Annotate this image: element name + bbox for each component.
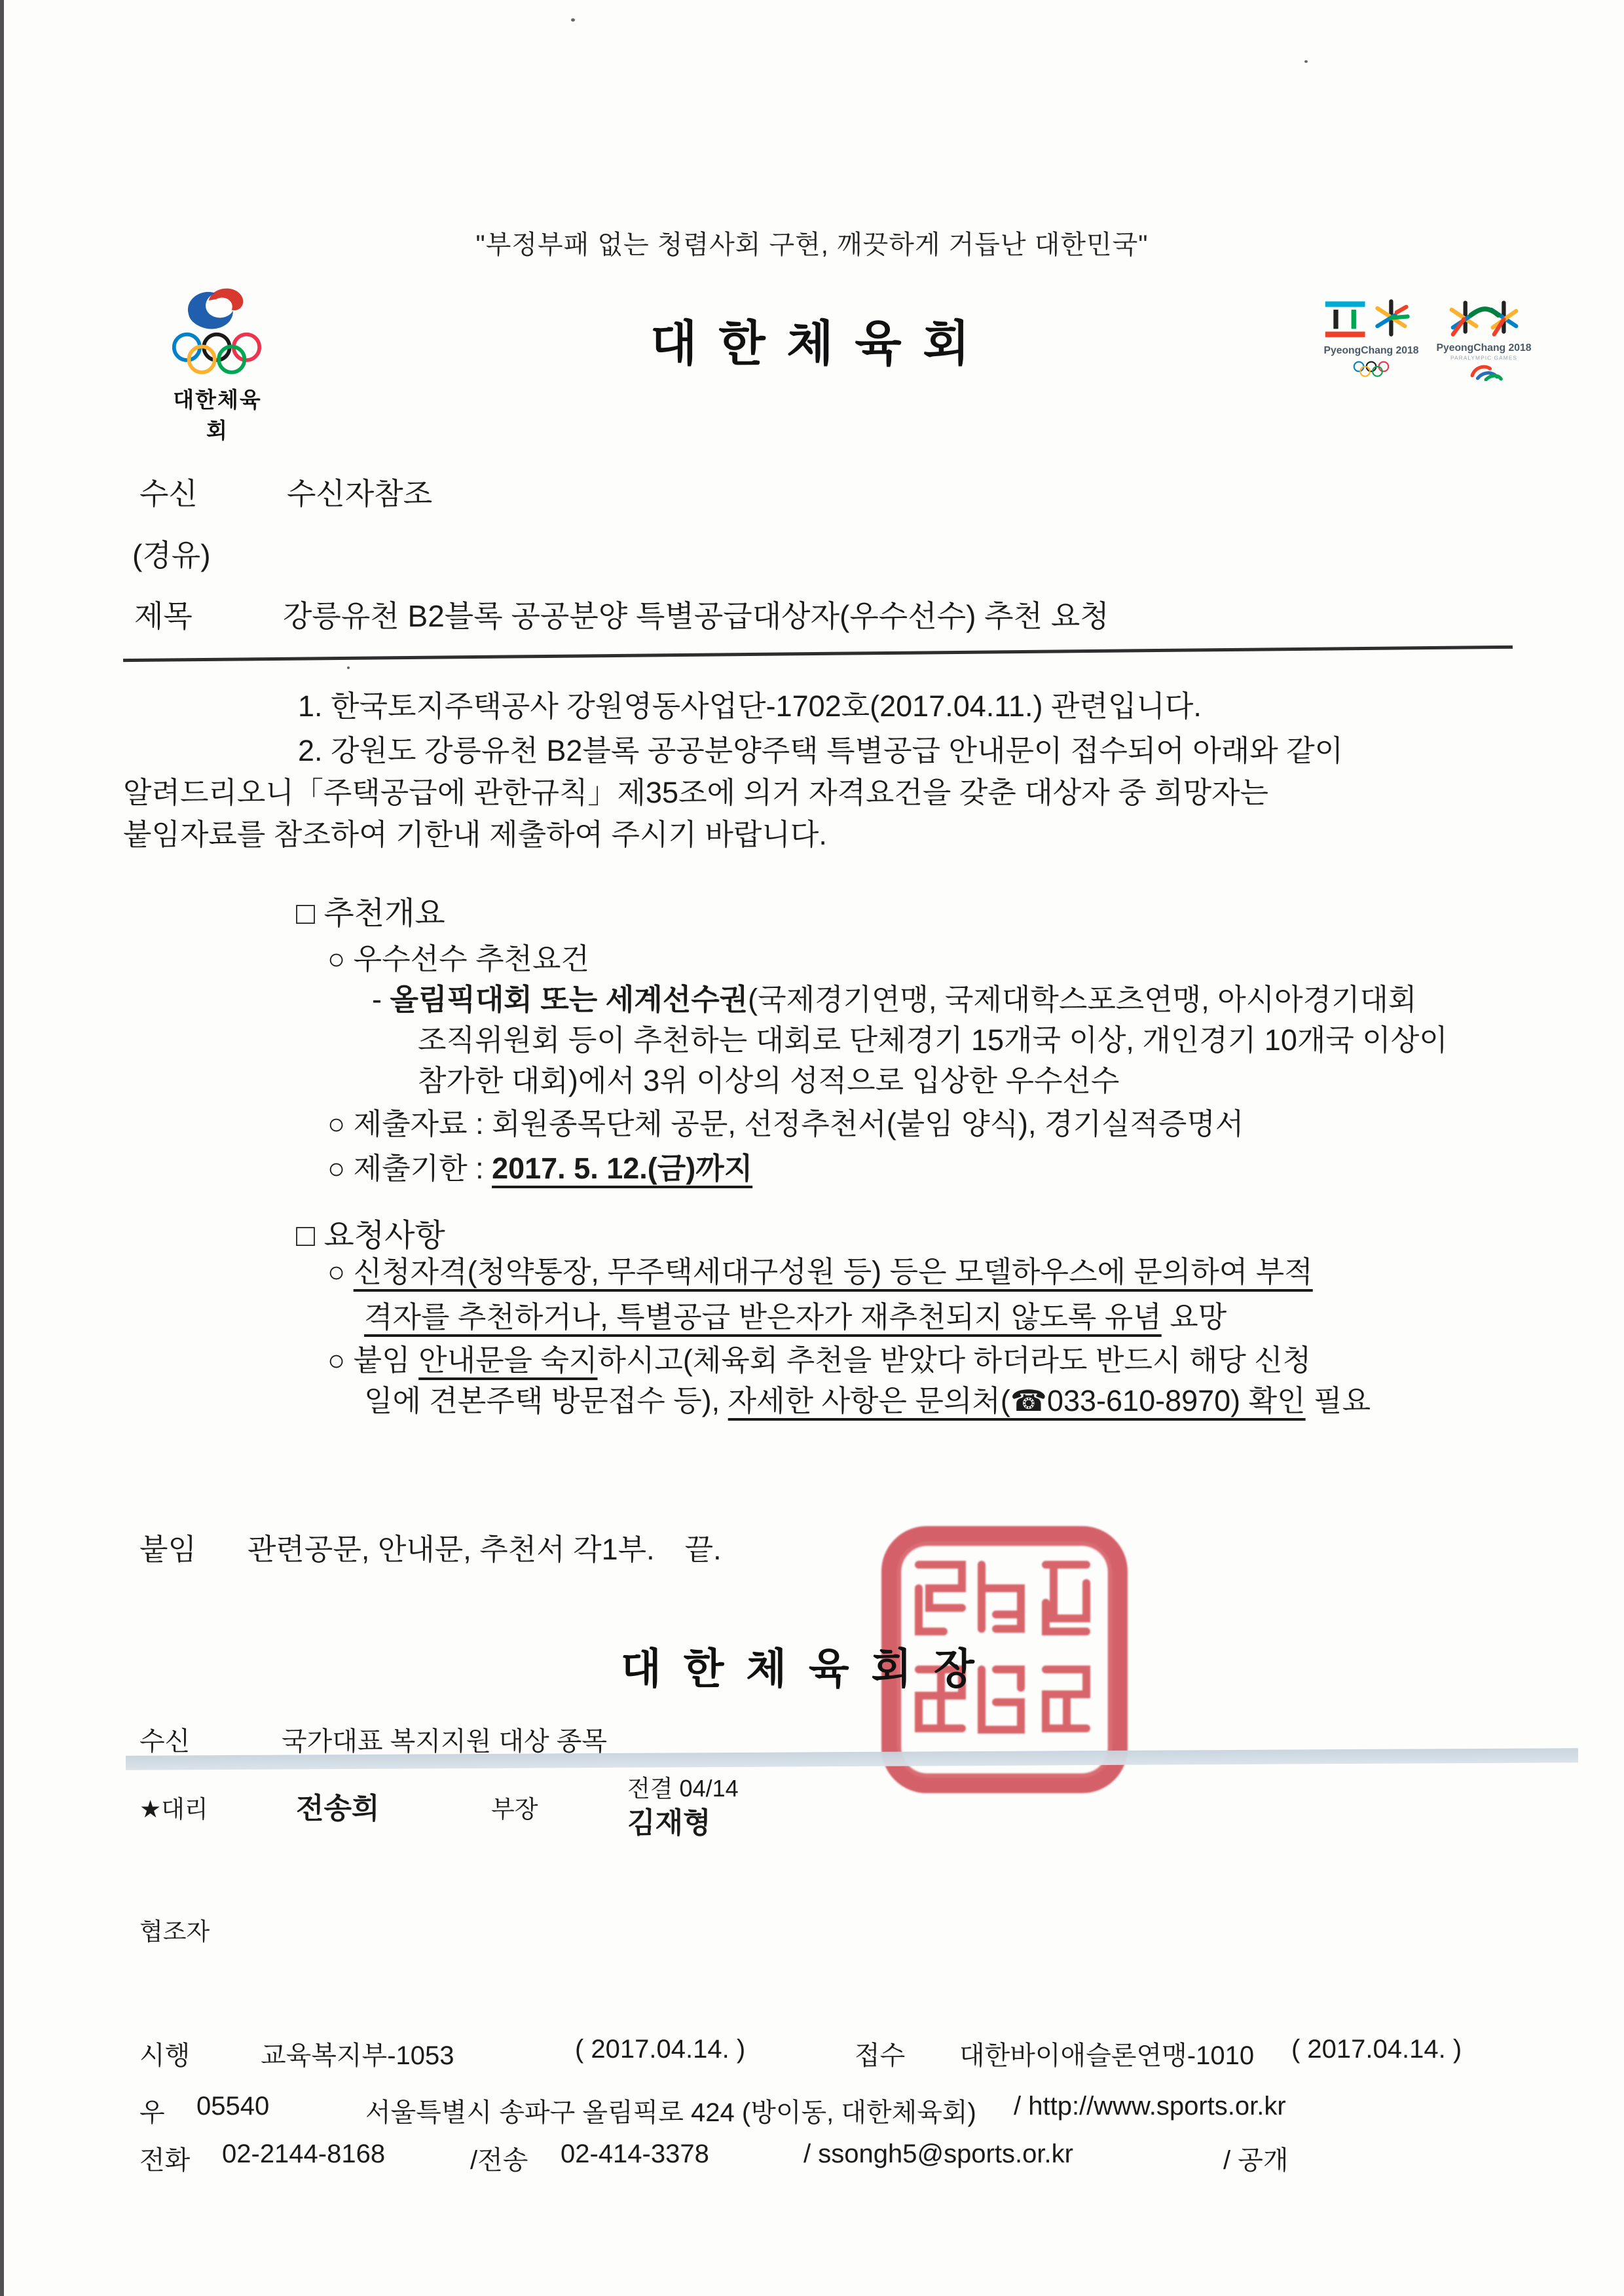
disclosure-label: / 공개 — [1223, 2146, 1289, 2175]
body-para2-line2: 알려드리오니「주택공급에 관한규칙」제35조에 의거 자격요건을 갖춘 대상자 중 희망자는 — [123, 776, 1269, 809]
requests-item2-line1-tail: 하시고(체육회 추천을 받았다 하더라도 반드시 해당 신청 — [597, 1343, 1312, 1377]
requests-item2-underline1: 안내문을 숙지 — [418, 1343, 598, 1377]
reviewer-role: 부장 — [491, 1796, 538, 1823]
pyeongchang-paralympic-logo — [1432, 296, 1536, 381]
requests-item2-line2-tail: 필요 — [1305, 1384, 1371, 1417]
scan-speck — [571, 18, 575, 22]
requests-item1-underline2: 격자를 추천하거나, 특별공급 받은자가 재추천되지 않도록 유념 — [364, 1300, 1162, 1334]
overview-heading: □ 추천개요 — [296, 896, 445, 931]
tel-number: 02-2144-8168 — [222, 2140, 386, 2168]
overview-dash-bold: 올림픽대회 또는 세계선수권 — [390, 983, 748, 1016]
cooperator-label: 협조자 — [139, 1918, 210, 1945]
body-para2-line3: 붙임자료를 참조하여 기한내 제출하여 주시기 바랍니다. — [123, 818, 827, 851]
recipient-label: 수신 — [139, 477, 198, 511]
agitos-icon — [1472, 367, 1501, 380]
pyeongchang-olympic-logo — [1320, 296, 1423, 381]
signer-title: 대 한 체 육 회 장 — [621, 1645, 980, 1692]
pyeongchang-logos — [1320, 296, 1536, 381]
anti-corruption-slogan: "부정부패 없는 청렴사회 구현, 깨끗하게 거듭난 대한민국" — [475, 230, 1149, 259]
body-para2-line1: 2. 강원도 강릉유천 B2블록 공공분양주택 특별공급 안내문이 접수되어 아래와 같이 — [298, 734, 1344, 767]
via-label: (경유) — [132, 538, 211, 572]
footer-recipient-label: 수신 — [139, 1727, 191, 1756]
scan-edge-artifact — [0, 0, 4, 2296]
overview-item-requirement: ○ 우수선수 추천요건 — [327, 942, 589, 975]
address: 서울특별시 송파구 올림픽로 424 (방이동, 대한체육회) — [365, 2098, 976, 2127]
scan-speck — [347, 666, 350, 669]
paralympic-games-label: PARALYMPIC GAMES — [1450, 354, 1518, 361]
mini-olympic-rings-icon — [1354, 362, 1388, 376]
enforce-doc-number: 교육복지부-1053 — [261, 2041, 454, 2070]
requests-item1-line2 — [364, 1293, 1227, 1336]
deadline-label: ○ 제출기한 : — [327, 1152, 492, 1185]
scan-speck — [1304, 60, 1308, 63]
snowflake-icon — [1377, 301, 1407, 334]
dash-bullet: - — [372, 983, 390, 1016]
org-title: 대 한 체 육 회 — [650, 316, 974, 371]
taegeuk-icon — [188, 289, 243, 329]
koc-emblem-label: 대한체육회 — [173, 388, 262, 443]
subject-value: 강릉유천 B2블록 공공분양 특별공급대상자(우수선수) 추천 요청 — [283, 599, 1109, 633]
recipient-value: 수신자참조 — [287, 477, 433, 511]
pyeongchang-olympic-wordmark: PyeongChang 2018 — [1323, 345, 1419, 357]
overview-dash-line1 — [372, 975, 1417, 1018]
requests-item2-underline2: 자세한 사항은 문의처(☎033-610-8970) 확인 — [728, 1384, 1306, 1417]
requests-heading: □ 요청사항 — [296, 1218, 445, 1253]
email-address: / ssongh5@sports.or.kr — [803, 2140, 1073, 2168]
attachment-end: 끝. — [684, 1533, 722, 1566]
pyeongchang-mark-icon — [1325, 301, 1365, 337]
zip-label: 우 — [139, 2098, 165, 2127]
overview-item-documents: ○ 제출자료 : 회원종목단체 공문, 선정추천서(붙임 양식), 경기실적증명서 — [327, 1107, 1244, 1140]
enforce-label: 시행 — [139, 2041, 191, 2070]
body-para1: 1. 한국토지주택공사 강원영동사업단-1702호(2017.04.11.) 관련입니다. — [298, 689, 1202, 723]
overview-dash-line3: 참가한 대회)에서 3위 이상의 성적으로 입상한 우수선수 — [418, 1064, 1120, 1097]
olympic-rings-icon — [174, 335, 259, 373]
bullet: ○ — [327, 1255, 354, 1288]
bullet: ○ 붙임 — [327, 1343, 419, 1377]
fax-number: 02-414-3378 — [561, 2140, 709, 2168]
double-snowflake-icon — [1452, 302, 1517, 334]
fax-label: /전송 — [470, 2146, 528, 2175]
receipt-date: ( 2017.04.14. ) — [1291, 2035, 1462, 2064]
overview-item-deadline — [327, 1144, 752, 1187]
footer-recipient-value: 국가대표 복지지원 대상 종목 — [282, 1727, 608, 1756]
attachment-line — [139, 1525, 722, 1568]
homepage-url: / http://www.sports.or.kr — [1014, 2092, 1286, 2121]
requests-item1-tail: 요망 — [1161, 1300, 1227, 1334]
koc-emblem-graphic — [165, 280, 270, 378]
drafter-name: 전송희 — [296, 1793, 380, 1825]
enforce-date: ( 2017.04.14. ) — [575, 2035, 746, 2064]
requests-item1-underline1: 신청자격(청약통장, 무주택세대구성원 등) 등은 모델하우스에 문의하여 부적 — [353, 1255, 1313, 1288]
pyeongchang-paralympic-wordmark: PyeongChang 2018 — [1436, 342, 1532, 354]
tel-label: 전화 — [139, 2146, 191, 2175]
requests-item1-line1 — [327, 1248, 1313, 1290]
zip-code: 05540 — [196, 2092, 270, 2121]
attachment-text: 관련공문, 안내문, 추천서 각1부. — [247, 1533, 655, 1566]
subject-label: 제목 — [134, 599, 193, 633]
attachment-label: 붙임 — [139, 1533, 196, 1566]
receipt-doc-number: 대한바이애슬론연맹-1010 — [959, 2041, 1255, 2070]
drafter-role: ★대리 — [139, 1796, 208, 1823]
deadline-date: 2017. 5. 12.(금)까지 — [492, 1152, 753, 1185]
requests-item2-line1 — [327, 1336, 1311, 1379]
koc-emblem — [165, 280, 270, 445]
overview-dash-line2: 조직위원회 등이 추천하는 대회로 단체경기 15개국 이상, 개인경기 10개국 이상이 — [418, 1023, 1448, 1057]
requests-item2-line2 — [364, 1377, 1371, 1419]
subject-divider — [123, 646, 1513, 662]
receipt-label: 접수 — [855, 2041, 906, 2070]
approver-name: 김재형 — [627, 1807, 711, 1839]
requests-item2-line2-pre: 일에 견본주택 방문접수 등), — [364, 1384, 728, 1417]
overview-dash-rest: (국제경기연맹, 국제대학스포츠연맹, 아시아경기대회 — [748, 983, 1417, 1016]
approval-note: 전결 04/14 — [627, 1775, 739, 1802]
